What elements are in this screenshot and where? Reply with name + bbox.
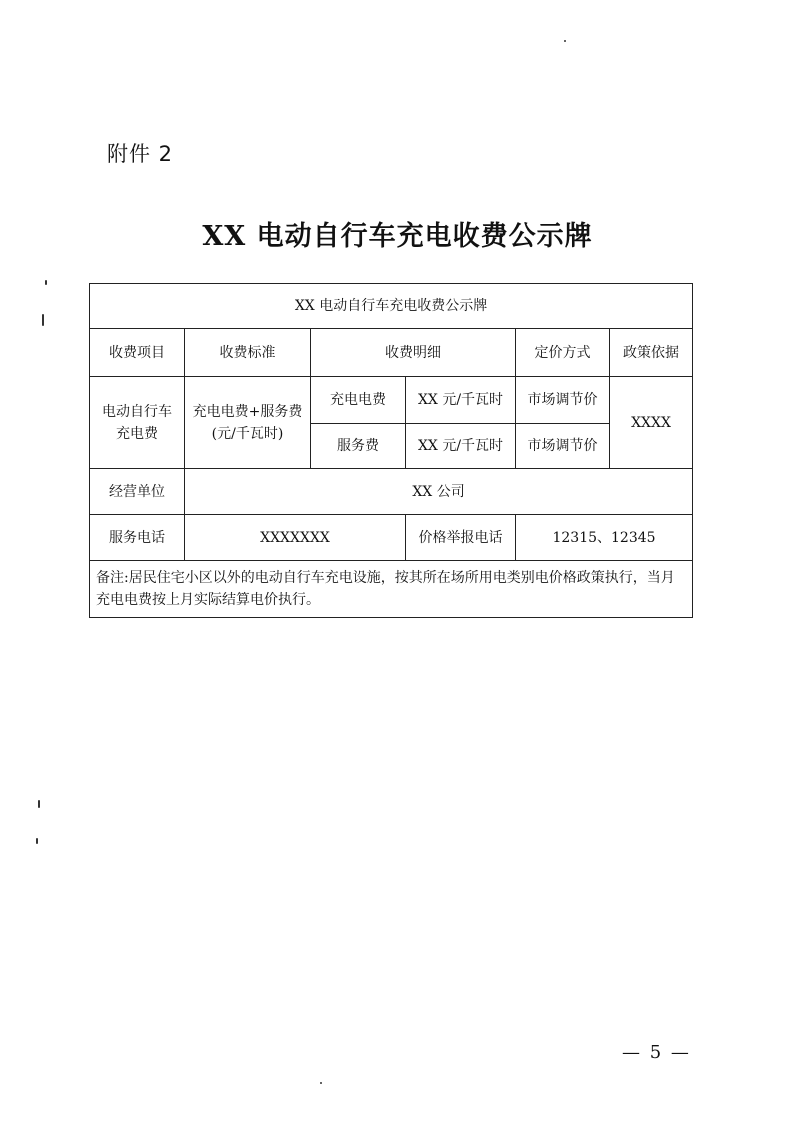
document-title: XX 电动自行车充电收费公示牌 [202, 221, 593, 252]
sub-item-method: 市场调节价 [516, 424, 610, 469]
table-caption: XX 电动自行车充电收费公示牌 [90, 284, 693, 329]
header-standard: 收费标准 [185, 329, 311, 377]
service-phone-value: XXXXXXX [185, 515, 406, 561]
page-number: — 5 — [622, 1042, 691, 1063]
sub-item-name: 充电电费 [311, 377, 406, 424]
table-header-row [90, 329, 693, 377]
table-row [90, 377, 693, 424]
charge-item-cell: 电动自行车 充电费 [90, 377, 185, 469]
fee-notice-table [89, 283, 693, 618]
report-phone-label: 价格举报电话 [406, 515, 516, 561]
scan-speck [38, 800, 40, 808]
header-policy-basis: 政策依据 [610, 329, 693, 377]
sub-item-name: 服务费 [311, 424, 406, 469]
service-phone-label: 服务电话 [90, 515, 185, 561]
table-row [90, 561, 693, 618]
remark-cell: 备注:居民住宅小区以外的电动自行车充电设施，按其所在场所用电类别电价格政策执行，当月充电电费按上月实际结算电价执行。 [90, 561, 693, 618]
scan-speck [320, 1082, 322, 1084]
operator-value: XX 公司 [185, 469, 693, 515]
charge-standard-cell: 充电电费+服务费 (元/千瓦时) [185, 377, 311, 469]
scan-speck [45, 280, 47, 285]
sub-item-price: XX 元/千瓦时 [406, 424, 516, 469]
report-phone-value: 12315、12345 [516, 515, 693, 561]
attachment-label: 附件 2 [107, 142, 174, 166]
table-caption-row [90, 284, 693, 329]
policy-basis-cell: XXXX [610, 377, 693, 469]
sub-item-price: XX 元/千瓦时 [406, 377, 516, 424]
operator-label: 经营单位 [90, 469, 185, 515]
table-row [90, 469, 693, 515]
header-detail: 收费明细 [311, 329, 516, 377]
scan-speck [564, 40, 566, 42]
sub-item-method: 市场调节价 [516, 377, 610, 424]
header-pricing-method: 定价方式 [516, 329, 610, 377]
scan-speck [36, 838, 38, 844]
header-item: 收费项目 [90, 329, 185, 377]
table-row [90, 515, 693, 561]
scan-speck [42, 314, 44, 326]
